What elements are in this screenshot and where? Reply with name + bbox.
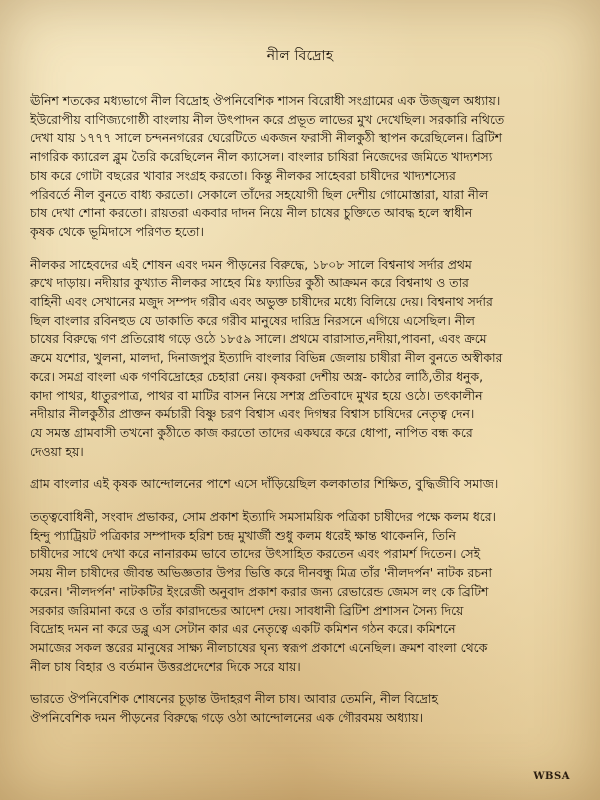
text-line: তত্ত্ববোধিনী, সংবাদ প্রভাকর, সোম প্রকাশ ইত্যাদি সমসাময়িক পত্রিকা চাষীদের পক্ষে কলম ধরে।: [30, 509, 496, 525]
text-line: ছিল বাংলার রবিনহুড যে ডাকাতি করে গরীব মানুষের দারিদ্র নিরসনে এগিয়ে এসেছিল। নীল: [30, 312, 475, 328]
text-line: ভারতে ঔপনিবেশিক শোষনের চূড়ান্ত উদাহরণ নীল চাষ। আবার তেমনি, নীল বিদ্রোহ: [30, 691, 438, 707]
text-line: চাষের বিরুদ্ধে গণ প্রতিরোধ গড়ে ওঠে ১৮৫৯ সালে। প্রথমে বারাসাত,নদীয়া,পাবনা, এবং ক্রমে: [30, 331, 487, 347]
text-line: করে। সমগ্র বাংলা এক গণবিদ্রোহের চেহারা নেয়। কৃষকরা দেশীয় অস্ত্র- কাঠের লাঠি,তীর ধনুক,: [30, 368, 484, 384]
text-line: নীলকর সাহেবদের এই শোষন এবং দমন পীড়নের বিরুদ্ধে, ১৮০৮ সালে বিশ্বনাথ সর্দার প্রথম: [30, 256, 472, 272]
text-line: চাষ দেখা শোনা করতো। রায়তরা একবার দাদন নিয়ে নীল চাষের চুক্তিতে আবদ্ধ হলে স্বাধীন: [30, 205, 473, 221]
text-line: চাষীদের সাথে দেখা করে নানারকম ভাবে তাদের উৎসাহিত করতেন এবং পরামর্শ দিতেন। সেই: [30, 546, 481, 562]
text-line: হিন্দু প্যাট্রিয়ট পত্রিকার সম্পাদক হরিশ চন্দ্র মুখার্জী শুধু কলম ধরেই ক্ষান্ত থাকেননি, তিনি: [30, 527, 456, 543]
text-line: নাগরিক ক্যারেল ব্লুম তৈরি করেছিলেন নীল ক্যাসেল। বাংলার চাষিরা নিজেদের জমিতে খাদ্যশস্য: [30, 149, 493, 165]
text-line: রুখে দাড়ায়। নদীয়ার কুখ্যাত নীলকর সাহেব মিঃ ফ্যাডির কুঠী আক্রমন করে বিশ্বনাথ ও তার: [30, 275, 469, 291]
text-line: ঔপনিবেশিক দমন পীড়নের বিরুদ্ধে গড়ে ওঠা আন্দোলনের এক গৌরবময় অধ্যায়।: [30, 710, 424, 726]
text-line: করেন। 'নীলদর্পন' নাটকটির ইংরেজী অনুবাদ প্রকাশ করার জন্য রেভারেন্ড জেমস লং কে ব্রিটিশ: [30, 583, 489, 599]
text-line: যে সমস্ত গ্রামবাসী তখনো কুঠীতে কাজ করতো তাদের একঘরে করে ধোপা, নাপিত বন্ধ করে: [30, 424, 473, 440]
text-line: বিদ্রোহ দমন না করে ডব্লু এস সেটান কার এর নেতৃত্বে একটি কমিশন গঠন করে। কমিশনে: [30, 621, 456, 637]
text-line: সমাজের সকল স্তরের মানুষের সাক্ষ্য নীলচাষের ঘৃন্য স্বরূপ প্রকাশে এনেছিল। ক্রমশ বাংলা থেকে: [30, 639, 488, 655]
paragraph: [30, 475, 578, 494]
text-line: চাষ করে গোটা বছরের খাবার সংগ্রহ করতো। কিন্তু নীলকর সাহেবরা চাষীদের খাদ্যশস্যের: [30, 167, 456, 183]
text-line: গ্রাম বাংলার এই কৃষক আন্দোলনের পাশে এসে দাঁড়িয়েছিল কলকাতার শিক্ষিত, বুদ্ধিজীবি সমাজ।: [30, 476, 499, 492]
text-line: বাহিনী এবং সেখানের মজুদ সম্পদ গরীব এবং অভুক্ত চাষীদের মধ্যে বিলিয়ে দেয়। বিশ্বনাথ সর্দার: [30, 294, 493, 310]
text-line: কাদা পাথর, ধাতুরপাত্র, পাথর বা মাটির বাসন নিয়ে সশস্ত্র প্রতিবাদে মুখর হয়ে ওঠে। তৎকালীন: [30, 387, 483, 403]
text-line: ঊনিশ শতকের মধ্যভাগে নীল বিদ্রোহ ঔপনিবেশিক শাসন বিরোধী সংগ্রামের এক উজ্জ্বল অধ্যায়।: [30, 93, 501, 108]
watermark: WBSA: [533, 771, 570, 782]
page-title: নীল বিদ্রোহ: [266, 48, 334, 64]
text-line: পরিবর্তে নীল বুনতে বাধ্য করতো। সেকালে তাঁদের সহযোগী ছিল দেশীয় গোমোস্তারা, যারা নীল: [30, 186, 489, 202]
article-body: [30, 92, 578, 742]
paragraph: [30, 690, 578, 727]
text-line: সরকার জরিমানা করে ও তাঁর কারাদন্ডের আদেশ দেয়। সাবধানী ব্রিটিশ প্রশাসন সৈন্য দিয়ে: [30, 602, 464, 618]
text-line: দেওয়া হয়।: [30, 443, 84, 459]
text-line: ইউরোপীয় বাণিজ্যগোষ্ঠী বাংলায় নীল উৎপাদন করে প্রভূত লাভের মুখ দেখেছিল। সরকারি নথিতে: [30, 111, 505, 127]
text-line: ক্রমে যশোর, খুলনা, মালদা, দিনাজপুর ইত্যাদি বাংলার বিভিন্ন জেলায় চাষীরা নীল বুনতে অস্বীকার: [30, 350, 503, 366]
text-line: দেখা যায় ১৭৭৭ সালে চন্দননগরের ঘেরেটিতে একজন ফরাসী নীলকুঠী স্থাপন করেছিলেন। ব্রিটিশ: [30, 130, 502, 146]
paragraph: [30, 256, 578, 462]
text-line: নদীয়ার নীলকুঠীর প্রাক্তন কর্মচারী বিষ্ণু চরণ বিশ্বাস এবং দিগম্বর বিশ্বাস চাষিদের নেতৃত্ব দেন।: [30, 406, 475, 422]
text-line: কৃষক থেকে ভূমিদাসে পরিণত হতো।: [30, 223, 204, 239]
paragraph: [30, 92, 578, 242]
paragraph: [30, 508, 578, 676]
text-line: নীল চাষ বিহার ও বর্তমান উত্তরপ্রদেশের দিকে সরে যায়।: [30, 658, 301, 674]
text-line: সময় নীল চাষীদের জীবন্ত অভিজ্ঞতার উপর ভিত্তি করে দীনবন্ধু মিত্র তাঁর 'নীলদর্পন' নাটক রচনা: [30, 565, 492, 581]
